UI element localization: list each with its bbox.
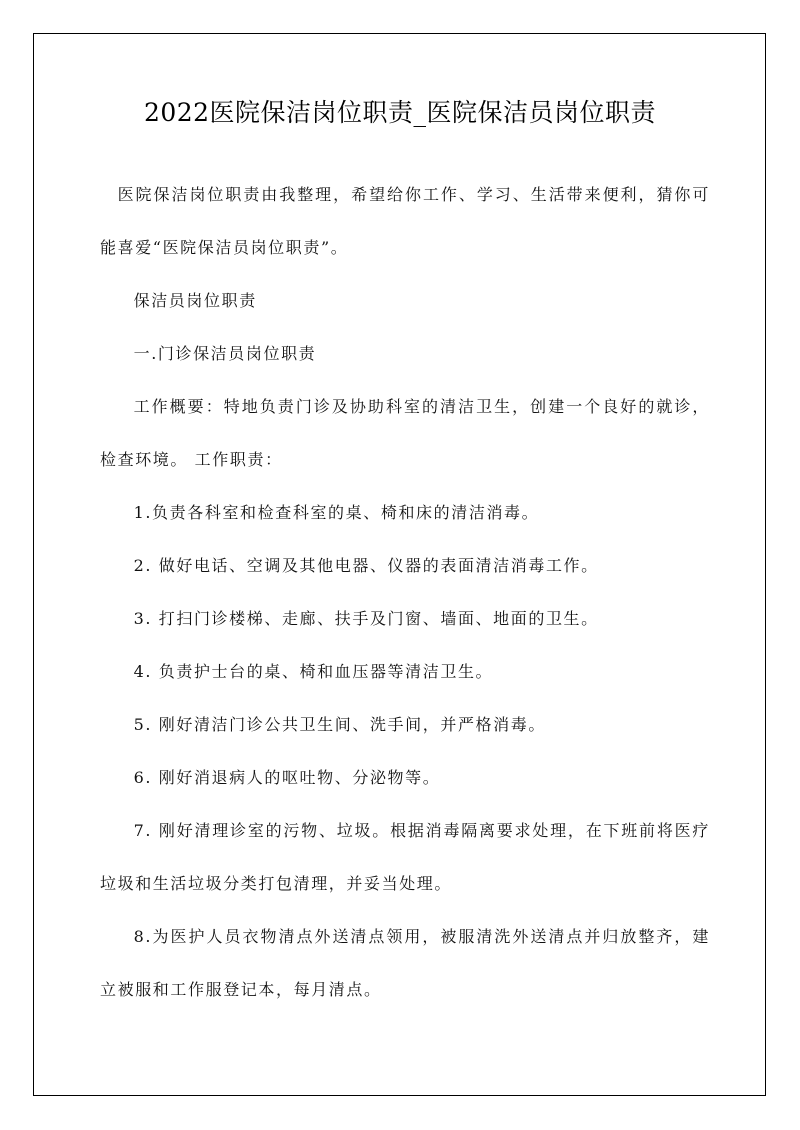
work-overview-paragraph: 工作概要：特地负责门诊及协助科室的清洁卫生，创建一个良好的就诊，检查环境。 工作职责：: [100, 397, 710, 469]
duty-item-4: 4. 负责护士台的桌、椅和血压器等清洁卫生。: [133, 662, 494, 681]
document-body: [100, 168, 710, 1016]
duty-item-1: 1.负责各科室和检查科室的桌、椅和床的清洁消毒。: [133, 503, 540, 522]
document-title: 2022医院保洁岗位职责_医院保洁员岗位职责: [143, 98, 657, 127]
duty-item-8: 8.为医护人员衣物清点外送清点领用，被服清洗外送清点并归放整齐，建立被服和工作服登记本，每月清点。: [100, 927, 710, 999]
duty-item-6: 6. 刚好消退病人的呕吐物、分泌物等。: [133, 768, 441, 787]
intro-paragraph: 医院保洁岗位职责由我整理，希望给你工作、学习、生活带来便利，猜你可能喜爱“医院保洁员岗位职责”。: [100, 185, 710, 257]
subsection-heading: 一.门诊保洁员岗位职责: [133, 344, 317, 363]
duty-item-2: 2. 做好电话、空调及其他电器、仪器的表面清洁消毒工作。: [133, 556, 599, 575]
duty-item-3: 3. 打扫门诊楼梯、走廊、扶手及门窗、墙面、地面的卫生。: [133, 609, 599, 628]
duty-item-7: 7. 刚好清理诊室的污物、垃圾。根据消毒隔离要求处理，在下班前将医疗垃圾和生活垃圾分类打包清理，并妥当处理。: [100, 821, 710, 893]
section-heading: 保洁员岗位职责: [133, 291, 257, 310]
duty-item-5: 5. 刚好清洁门诊公共卫生间、洗手间，并严格消毒。: [133, 715, 546, 734]
